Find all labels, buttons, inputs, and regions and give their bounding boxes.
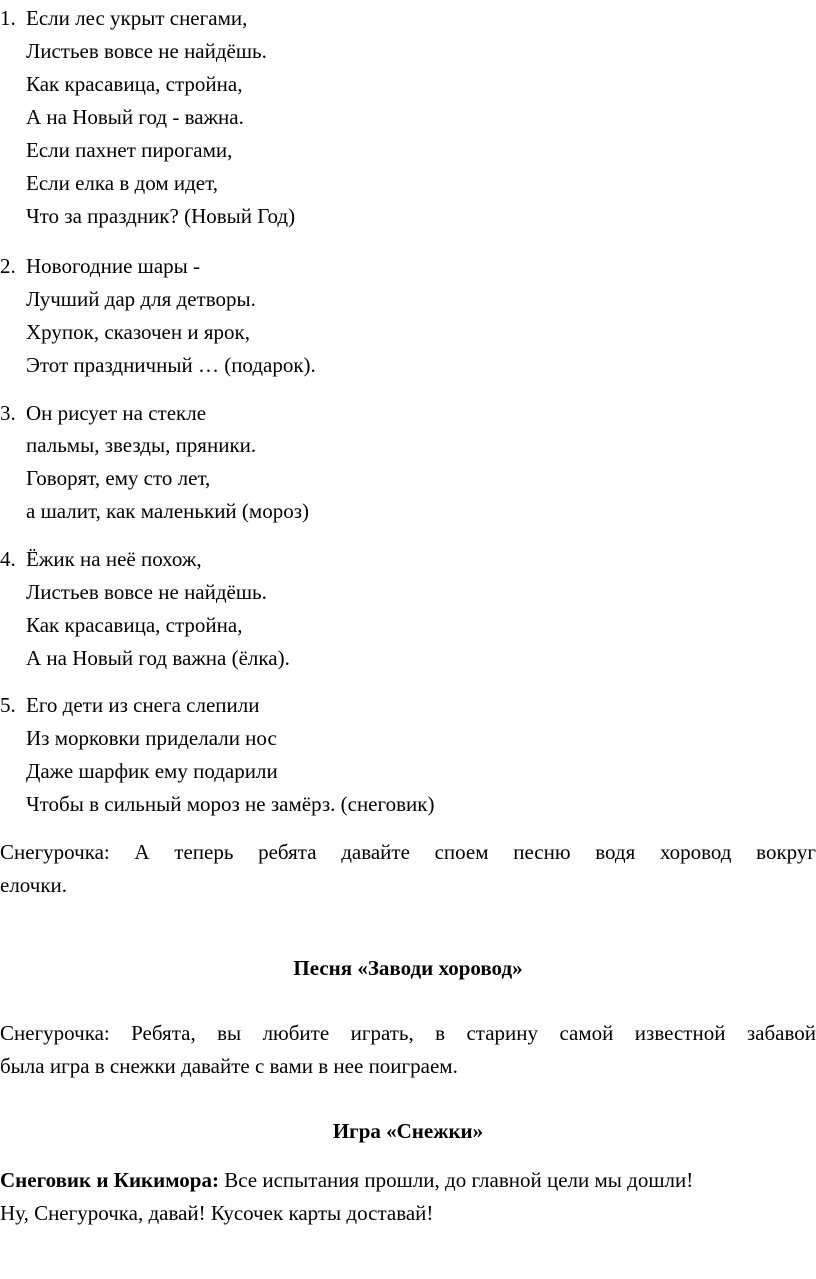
- speaker-name: Снеговик и Кикимора:: [0, 1168, 219, 1192]
- riddle-line: Если елка в дом идет,: [26, 171, 218, 195]
- game-heading: Игра «Снежки»: [332, 1119, 484, 1143]
- riddle-line: Даже шарфик ему подарили: [26, 759, 278, 783]
- riddle-line: Он рисует на стекле: [26, 401, 207, 425]
- riddle-line: Если пахнет пирогами,: [26, 138, 233, 162]
- riddle-line: Листьев вовсе не найдёшь.: [26, 580, 267, 604]
- riddle-line: а шалит, как маленький (мороз): [26, 499, 309, 523]
- paragraph-line-1: [0, 1167, 693, 1193]
- riddle-line: Если лес укрыт снегами,: [26, 6, 248, 30]
- riddle-line: Как красавица, стройна,: [26, 613, 243, 637]
- riddle-line: Хрупок, сказочен и ярок,: [26, 320, 250, 344]
- riddle-number: 1.: [0, 6, 16, 30]
- paragraph-line: Снегурочка: А теперь ребята давайте споем песню водя хоровод вокруг: [0, 840, 816, 864]
- paragraph-line: была игра в снежки давайте с вами в нее поиграем.: [0, 1054, 458, 1078]
- riddle-line: Новогодние шары -: [26, 254, 200, 278]
- riddle-number: 5.: [0, 693, 16, 717]
- riddle-line: Чтобы в сильный мороз не замёрз. (снеговик): [26, 792, 435, 816]
- riddle-number: 2.: [0, 254, 16, 278]
- riddle-line: Ёжик на неё похож,: [26, 547, 202, 571]
- riddle-line: Как красавица, стройна,: [26, 72, 243, 96]
- riddle-number: 3.: [0, 401, 16, 425]
- riddle-line: Говорят, ему сто лет,: [26, 466, 211, 490]
- song-heading: Песня «Заводи хоровод»: [293, 956, 523, 980]
- speech-text: Все испытания прошли, до главной цели мы дошли!: [218, 1168, 694, 1192]
- riddle-line: Листьев вовсе не найдёшь.: [26, 39, 267, 63]
- riddle-line: Этот праздничный … (подарок).: [26, 353, 316, 377]
- riddle-line: пальмы, звезды, пряники.: [26, 433, 257, 457]
- paragraph-line: елочки.: [0, 873, 68, 897]
- riddle-line: Что за праздник? (Новый Год): [26, 204, 296, 228]
- riddle-line: А на Новый год - важна.: [26, 105, 244, 129]
- paragraph-line: Снегурочка: Ребята, вы любите играть, в старину самой известной забавой: [0, 1021, 816, 1045]
- riddle-line: А на Новый год важна (ёлка).: [26, 646, 290, 670]
- riddle-number: 4.: [0, 547, 16, 571]
- paragraph-line: Ну, Снегурочка, давай! Кусочек карты доставай!: [0, 1201, 434, 1225]
- riddle-line: Его дети из снега слепили: [26, 693, 260, 717]
- riddle-line: Лучший дар для детворы.: [26, 287, 256, 311]
- riddle-line: Из морковки приделали нос: [26, 726, 277, 750]
